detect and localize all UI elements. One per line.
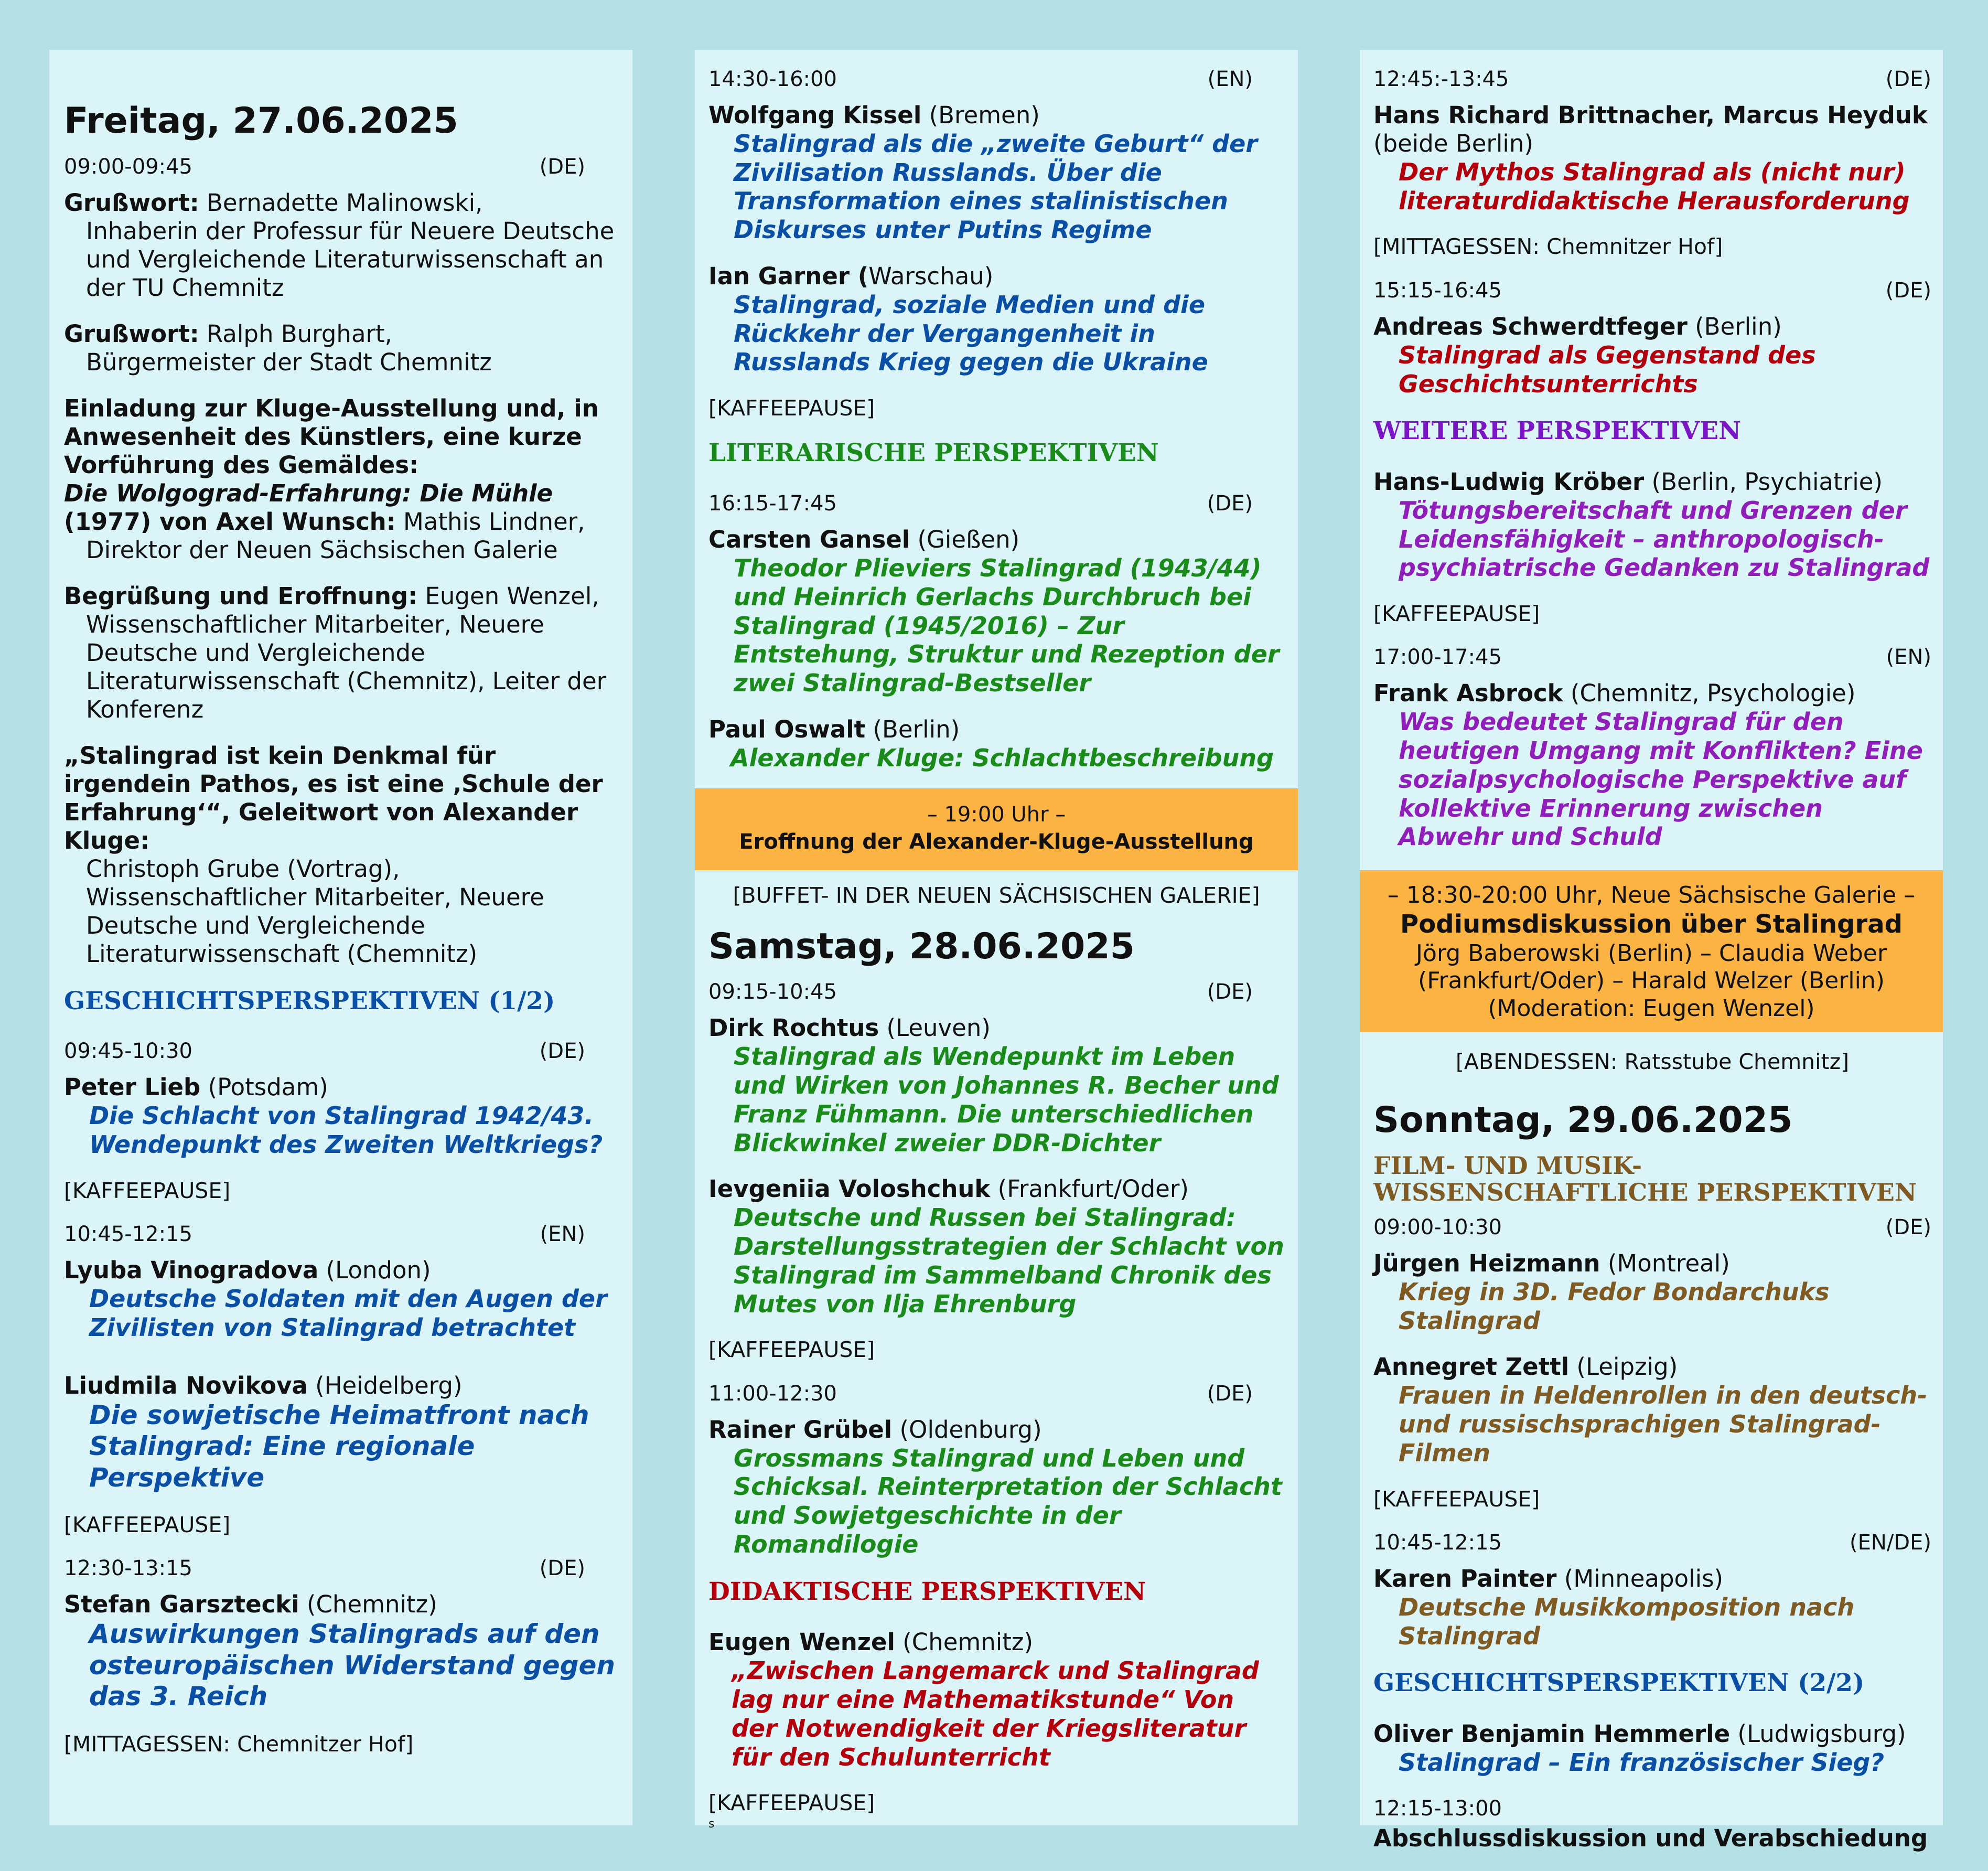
speaker-name: Wolfgang Kissel <box>708 101 922 129</box>
entry-description: Wissenschaftlicher Mitarbeiter, Neuere Deutsche und Vergleichende Literaturwissenschaft (Chemnitz), Leiter der Konferenz <box>86 610 607 723</box>
slot-time: 11:00-12:30 <box>708 1381 837 1406</box>
event-time: – 19:00 Uhr – <box>927 802 1066 827</box>
entry-person: Mathis Lindner, <box>395 507 585 536</box>
day-heading: Samstag, 28.06.2025 <box>708 925 1135 967</box>
talk-title: Frauen in Heldenrollen in den deutsch- und russischsprachigen Stalingrad-Filmen <box>1399 1381 1928 1467</box>
talk-title: Stalingrad, soziale Medien und die Rückkehr der Vergangenheit in Russlands Krieg gegen die Ukraine <box>734 290 1208 377</box>
stray-mark: s <box>708 1817 715 1831</box>
entry-person: Ralph Burghart, <box>199 319 392 348</box>
talk-title: Grossmans Stalingrad und Leben und Schicksal. Reinterpretation der Schlacht und Sowjetgeschichte in der Romandilogie <box>734 1444 1282 1558</box>
speaker-name: Rainer Grübel <box>708 1415 893 1444</box>
time-slot <box>1373 644 1931 671</box>
talk-entry <box>1373 468 1931 582</box>
section-heading: DIDAKTISCHE PERSPEKTIVEN <box>708 1577 1146 1606</box>
speaker-affiliation: (Frankfurt/Oder) <box>990 1175 1189 1203</box>
speaker-affiliation: (Berlin, Psychiatrie) <box>1644 467 1883 496</box>
event-title: Podiumsdiskussion über Stalingrad <box>1400 909 1903 939</box>
speaker-affiliation: (Potsdam) <box>200 1073 328 1102</box>
speaker-name: Ian Garner ( <box>708 262 869 290</box>
talk-entry <box>64 1256 617 1342</box>
talk-title: Was bedeutet Stalingrad für den heutigen Umgang mit Konflikten? Eine sozialpsychologische Perspektive auf kollektive Erinnerung zwischen Abwehr und Schuld <box>1399 708 1923 851</box>
speaker-affiliation: (Minneapolis) <box>1556 1564 1724 1592</box>
time-slot <box>1373 1795 1931 1822</box>
talk-entry <box>1373 1249 1931 1335</box>
column-friday-saturday <box>695 50 1298 1831</box>
time-slot <box>1373 66 1931 93</box>
speaker-affiliation: (Ludwigsburg) <box>1730 1720 1906 1748</box>
talk-entry <box>708 715 1284 773</box>
talk-entry <box>708 1628 1284 1771</box>
evening-event-box <box>695 788 1298 870</box>
entry-description: Inhaberin der Professur für Neuere Deutsche und Vergleichende Literaturwissenschaft an der TU Chemnitz <box>86 217 615 302</box>
talk-entry <box>1373 1353 1931 1467</box>
slot-time: 09:45-10:30 <box>64 1039 192 1064</box>
slot-time: 12:45:-13:45 <box>1373 67 1509 91</box>
time-slot <box>1373 1529 1931 1556</box>
speaker-affiliation: (Bremen) <box>921 101 1040 129</box>
time-slot <box>64 153 617 180</box>
speaker-affiliation: (beide Berlin) <box>1373 130 1534 157</box>
speaker-affiliation: (London) <box>318 1256 431 1285</box>
slot-time: 09:15-10:45 <box>708 980 837 1004</box>
talk-title: Krieg in 3D. Fedor Bondarchuks Stalingrad <box>1399 1277 1830 1335</box>
slot-language: (DE) <box>1885 67 1931 91</box>
speaker-name: Paul Oswalt <box>708 715 866 743</box>
break-note: [KAFFEEPAUSE] <box>1373 1486 1540 1512</box>
greeting-2 <box>64 320 617 377</box>
break-note: [KAFFEEPAUSE] <box>708 1337 875 1363</box>
exhibition-invitation <box>64 394 617 564</box>
entry-person: Bernadette Malinowski, <box>199 188 483 217</box>
slot-language: (DE) <box>539 1556 585 1581</box>
slot-time: 10:45-12:15 <box>64 1222 192 1247</box>
talk-entry <box>708 1175 1284 1318</box>
talk-entry <box>708 526 1284 698</box>
talk-title: Theodor Plieviers Stalingrad (1943/44) und Heinrich Gerlachs Durchbruch bei Stalingrad (1945/2016) – Zur Entstehung, Struktur und Rezeption der zwei Stalingrad-Bestseller <box>734 554 1280 698</box>
speaker-name: Hans Richard Brittnacher, Marcus Heyduk <box>1373 101 1928 129</box>
day-heading: Sonntag, 29.06.2025 <box>1373 1099 1793 1141</box>
talk-entry <box>1373 313 1931 398</box>
talk-title: Stalingrad als Wendepunkt im Leben und Wirken von Johannes R. Becher und Franz Fühmann. Die unterschiedlichen Blickwinkel zweier DDR-Dichter <box>734 1042 1279 1157</box>
slot-time: 10:45-12:15 <box>1373 1530 1502 1555</box>
slot-time: 17:00-17:45 <box>1373 645 1502 670</box>
slot-language: (DE) <box>539 1039 585 1064</box>
slot-language: (EN) <box>1886 645 1931 670</box>
speaker-name: Jürgen Heizmann <box>1373 1249 1600 1277</box>
speaker-affiliation: (Berlin) <box>1687 312 1782 340</box>
speaker-affiliation: (Leipzig) <box>1569 1353 1678 1381</box>
time-slot <box>1373 1214 1931 1241</box>
speaker-name: Annegret Zettl <box>1373 1353 1570 1381</box>
talk-entry <box>1373 1565 1931 1650</box>
column-saturday-sunday <box>1360 50 1943 1852</box>
entry-lead: „Stalingrad ist kein Denkmal für irgendein Pathos, es ist eine ‚Schule der Erfahrung‘“, Geleitwort von Alexander Kluge: <box>64 741 603 854</box>
talk-entry <box>708 1416 1284 1559</box>
time-slot <box>708 490 1284 517</box>
talk-entry <box>1373 679 1931 851</box>
closing-session: Abschlussdiskussion und Verabschiedung <box>1373 1824 1928 1852</box>
talk-title: Stalingrad als Gegenstand des Geschichtsunterrichts <box>1399 340 1816 398</box>
buffet-note: [BUFFET- IN DER NEUEN SÄCHSISCHEN GALERIE] <box>733 882 1260 908</box>
break-note: [KAFFEEPAUSE] <box>708 395 875 421</box>
section-heading: GESCHICHTSPERSPEKTIVEN (2/2) <box>1373 1669 1865 1698</box>
slot-language: (EN) <box>540 1222 585 1247</box>
entry-lead: Grußwort: <box>64 188 199 217</box>
slot-language: (EN) <box>1207 67 1253 91</box>
speaker-affiliation: (Berlin) <box>865 715 960 743</box>
entry-person: Eugen Wenzel, <box>417 582 599 610</box>
section-heading: LITERARISCHE PERSPEKTIVEN <box>708 439 1159 468</box>
entry-description: Bürgermeister der Stadt Chemnitz <box>86 348 492 376</box>
section-heading: GESCHICHTSPERSPEKTIVEN (1/2) <box>64 986 555 1015</box>
talk-entry <box>1373 101 1931 215</box>
event-participants: Jörg Baberowski (Berlin) – Claudia Weber (Frankfurt/Oder) – Harald Welzer (Berlin) (Moderation: Eugen Wenzel) <box>1416 939 1887 1022</box>
speaker-name: Frank Asbrock <box>1373 679 1563 708</box>
entry-description: Direktor der Neuen Sächsischen Galerie <box>86 536 558 564</box>
talk-title: „Zwischen Langemarck und Stalingrad lag nur eine Mathematikstunde“ Von der Notwendigkeit der Kriegsliteratur für den Schulunterricht <box>732 1656 1259 1771</box>
meal-note: [MITTAGESSEN: Chemnitzer Hof] <box>64 1731 414 1757</box>
speaker-name: Lyuba Vinogradova <box>64 1256 319 1285</box>
slot-language: (EN/DE) <box>1850 1530 1931 1555</box>
welcome-opening <box>64 582 617 724</box>
speaker-affiliation: (Leuven) <box>879 1014 991 1042</box>
artwork-title: Die Wolgograd-Erfahrung: Die Mühle <box>64 479 553 507</box>
break-note: [KAFFEEPAUSE] <box>1373 601 1540 627</box>
talk-title: Tötungsbereitschaft und Grenzen der Leidensfähigkeit – anthropologisch-psychiatrische Gedanken zu Stalingrad <box>1399 496 1930 582</box>
meal-note: [MITTAGESSEN: Chemnitzer Hof] <box>1373 234 1723 260</box>
speaker-name: Hans-Ludwig Kröber <box>1373 467 1645 496</box>
section-heading: FILM- UND MUSIK-WISSENSCHAFTLICHE PERSPEKTIVEN <box>1373 1151 1917 1207</box>
speaker-affiliation: (Heidelberg) <box>307 1371 463 1399</box>
entry-description: Christoph Grube (Vortrag), Wissenschaftlicher Mitarbeiter, Neuere Deutsche und Vergleichende Literaturwissenschaft (Chemnitz) <box>86 854 544 968</box>
event-time: – 18:30-20:00 Uhr, Neue Sächsische Galerie – <box>1387 882 1916 909</box>
slot-time: 14:30-16:00 <box>708 67 837 91</box>
slot-time: 09:00-09:45 <box>64 154 192 179</box>
speaker-affiliation: (Montreal) <box>1600 1249 1730 1277</box>
talk-title: Deutsche Soldaten mit den Augen der Zivilisten von Stalingrad betrachtet <box>89 1285 607 1342</box>
talk-entry <box>708 1014 1284 1157</box>
talk-entry <box>708 262 1284 377</box>
speaker-affiliation: (Chemnitz) <box>895 1628 1034 1656</box>
talk-entry <box>708 101 1284 244</box>
slot-language: (DE) <box>1207 980 1253 1004</box>
break-note: [KAFFEEPAUSE] <box>708 1790 875 1816</box>
slot-language: (DE) <box>1207 1381 1253 1406</box>
speaker-name: Oliver Benjamin Hemmerle <box>1373 1720 1731 1748</box>
slot-time: 15:15-16:45 <box>1373 278 1502 303</box>
talk-title: Der Mythos Stalingrad als (nicht nur) literaturdidaktische Herausforderung <box>1399 158 1910 215</box>
speaker-name: Peter Lieb <box>64 1073 201 1102</box>
talk-entry <box>64 1372 617 1494</box>
speaker-name: Eugen Wenzel <box>708 1628 895 1656</box>
kluge-foreword <box>64 742 617 968</box>
talk-entry <box>64 1073 617 1159</box>
talk-title: Auswirkungen Stalingrads auf den osteuropäischen Widerstand gegen das 3. Reich <box>89 1619 615 1712</box>
slot-time: 09:00-10:30 <box>1373 1215 1502 1239</box>
column-content-bottom <box>708 882 1298 1831</box>
speaker-name: Ievgeniia Voloshchuk <box>708 1175 991 1203</box>
time-slot <box>708 978 1284 1006</box>
time-slot <box>708 66 1284 93</box>
slot-time: 12:15-13:00 <box>1373 1796 1502 1821</box>
entry-lead: Begrüßung und Eroffnung: <box>64 582 418 610</box>
entry-lead: Grußwort: <box>64 319 199 348</box>
time-slot <box>64 1555 617 1582</box>
time-slot <box>64 1038 617 1065</box>
talk-entry <box>1373 1720 1931 1777</box>
talk-title: Deutsche Musikkomposition nach Stalingrad <box>1399 1592 1855 1650</box>
speaker-affiliation: (Chemnitz) <box>299 1590 437 1619</box>
entry-lead: Einladung zur Kluge-Ausstellung und, in Anwesenheit des Künstlers, eine kurze Vorführung des Gemäldes: <box>64 394 599 479</box>
break-note: [KAFFEEPAUSE] <box>64 1512 231 1538</box>
speaker-affiliation: Warschau) <box>868 262 994 290</box>
speaker-affiliation: (Gießen) <box>910 526 1020 554</box>
slot-language: (DE) <box>1885 278 1931 303</box>
speaker-affiliation: (Oldenburg) <box>892 1415 1042 1444</box>
column-content-top <box>708 66 1298 773</box>
talk-title: Die sowjetische Heimatfront nach Stalingrad: Eine regionale Perspektive <box>89 1399 589 1493</box>
speaker-name: Stefan Garsztecki <box>64 1590 299 1619</box>
speaker-name: Dirk Rochtus <box>708 1014 879 1042</box>
column-friday <box>49 50 632 1825</box>
speaker-affiliation: (Chemnitz, Psychologie) <box>1563 679 1856 708</box>
talk-title: Deutsche und Russen bei Stalingrad: Darstellungsstrategien der Schlacht von Stalingrad im Sammelband Chronik des Mutes von Ilja Ehrenburg <box>734 1203 1284 1318</box>
talk-title: Stalingrad als die „zweite Geburt“ der Zivilisation Russlands. Über die Transformation eines stalinistischen Diskurses unter Putins Regime <box>734 130 1258 244</box>
slot-language: (DE) <box>1207 491 1253 516</box>
slot-time: 12:30-13:15 <box>64 1556 192 1581</box>
talk-entry <box>64 1590 617 1713</box>
talk-title: Stalingrad – Ein französischer Sieg? <box>1399 1748 1885 1777</box>
break-note: [KAFFEEPAUSE] <box>64 1178 231 1203</box>
time-slot <box>1373 277 1931 304</box>
time-slot <box>708 1380 1284 1407</box>
speaker-name: Liudmila Novikova <box>64 1371 308 1399</box>
greeting-1 <box>64 189 617 302</box>
event-title: Eroffnung der Alexander-Kluge-Ausstellung <box>739 829 1254 854</box>
dinner-note: [ABENDESSEN: Ratsstube Chemnitz] <box>1455 1049 1850 1074</box>
speaker-name: Karen Painter <box>1373 1564 1557 1592</box>
time-slot <box>64 1221 617 1248</box>
panel-discussion-box <box>1360 870 1943 1032</box>
talk-title: Alexander Kluge: Schlachtbeschreibung <box>730 743 1274 772</box>
slot-time: 16:15-17:45 <box>708 491 837 516</box>
section-heading: WEITERE PERSPEKTIVEN <box>1373 416 1742 446</box>
talk-title: Die Schlacht von Stalingrad 1942/43. Wendepunkt des Zweiten Weltkriegs? <box>89 1102 603 1159</box>
slot-language: (DE) <box>539 154 585 179</box>
day-heading: Freitag, 27.06.2025 <box>64 100 458 142</box>
artwork-year: (1977) von Axel Wunsch: <box>64 507 396 536</box>
speaker-name: Carsten Gansel <box>708 526 910 554</box>
slot-language: (DE) <box>1885 1215 1931 1239</box>
speaker-name: Andreas Schwerdtfeger <box>1373 312 1688 340</box>
